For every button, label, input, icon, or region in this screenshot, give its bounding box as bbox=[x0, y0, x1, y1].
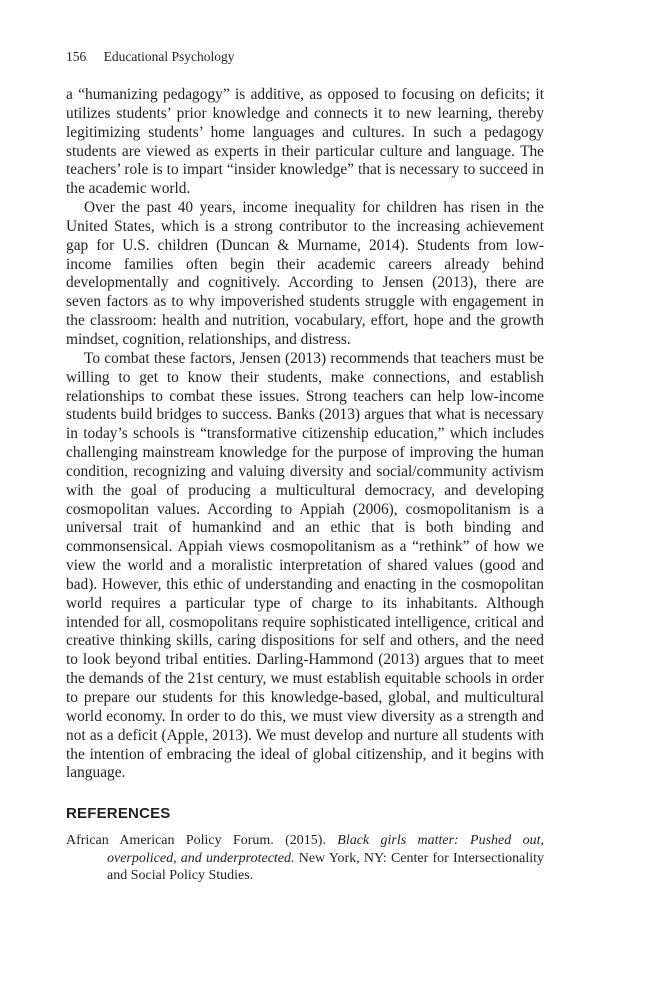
reference-publisher: New York, NY: Center for Intersectionality and Social Policy Studies. bbox=[107, 850, 544, 883]
running-head bbox=[66, 48, 234, 66]
body-text bbox=[66, 86, 544, 783]
reference-title: Black girls matter: Pushed out, overpoliced, and underprotected. bbox=[107, 833, 544, 866]
paragraph-continued: a “humanizing pedagogy” is additive, as opposed to focusing on deficits; it utilizes students’ prior knowledge and connects it to new learning, thereby legitimizing students’ home languages and cultures. In such a pedagogy students are viewed as experts in their particular culture and language. The teachers’ role is to impart “insider knowledge” that is necessary to succeed in the academic world. bbox=[66, 86, 544, 198]
paragraph: Over the past 40 years, income inequality for children has risen in the United States, which is a strong contributor to the increasing achievement gap for U.S. children (Duncan & Murname, 2014). Students from low-income families often begin their academic careers already behind developmentally and cognitively. According to Jensen (2013), there are seven factors as to why impoverished students struggle with engagement in the classroom: health and nutrition, vocabulary, effort, hope and the growth mindset, cognition, relationships, and distress. bbox=[66, 199, 544, 348]
reference-authors: African American Policy Forum. (2015). bbox=[66, 833, 338, 848]
book-title: Educational Psychology bbox=[103, 49, 235, 64]
page-number: 156 bbox=[66, 49, 87, 64]
reference-list bbox=[66, 832, 544, 885]
paragraph: To combat these factors, Jensen (2013) recommends that teachers must be willing to get to know their students, make connections, and establish relationships to combat these issues. Strong teachers can help low-income students build bridges to success. Banks (2013) argues that what is necessary in today’s schools is “transformative citizenship education,” which includes challenging mainstream knowledge for the purpose of improving the human condition, recognizing and valuing diversity and social/community activism with the goal of producing a multicultural democracy, and developing cosmopolitan values. According to Appiah (2006), cosmopolitanism is a universal trait of humankind and an ethic that is both binding and commonsensical. Appiah views cosmopolitanism as a “rethink” of how we view the world and a moralistic interpretation of shared values (good and bad). However, this ethic of understanding and enacting in the cosmopolitan world requires a particular type of charge to its inhabitants. Although intended for all, cosmopolitans require sophisticated intelligence, critical and creative thinking skills, caring dispositions for self and others, and the need to look beyond tribal entities. Darling-Hammond (2013) argues that to meet the demands of the 21st century, we must establish equitable schools in order to prepare our students for this knowledge-based, global, and multicultural world economy. In order to do this, we must view diversity as a strength and not as a deficit (Apple, 2013). We must develop and nurture all students with the intention of embracing the ideal of global citizenship, and it begins with language. bbox=[66, 349, 544, 782]
reference-entry bbox=[66, 832, 544, 885]
references-heading: REFERENCES bbox=[66, 805, 171, 822]
